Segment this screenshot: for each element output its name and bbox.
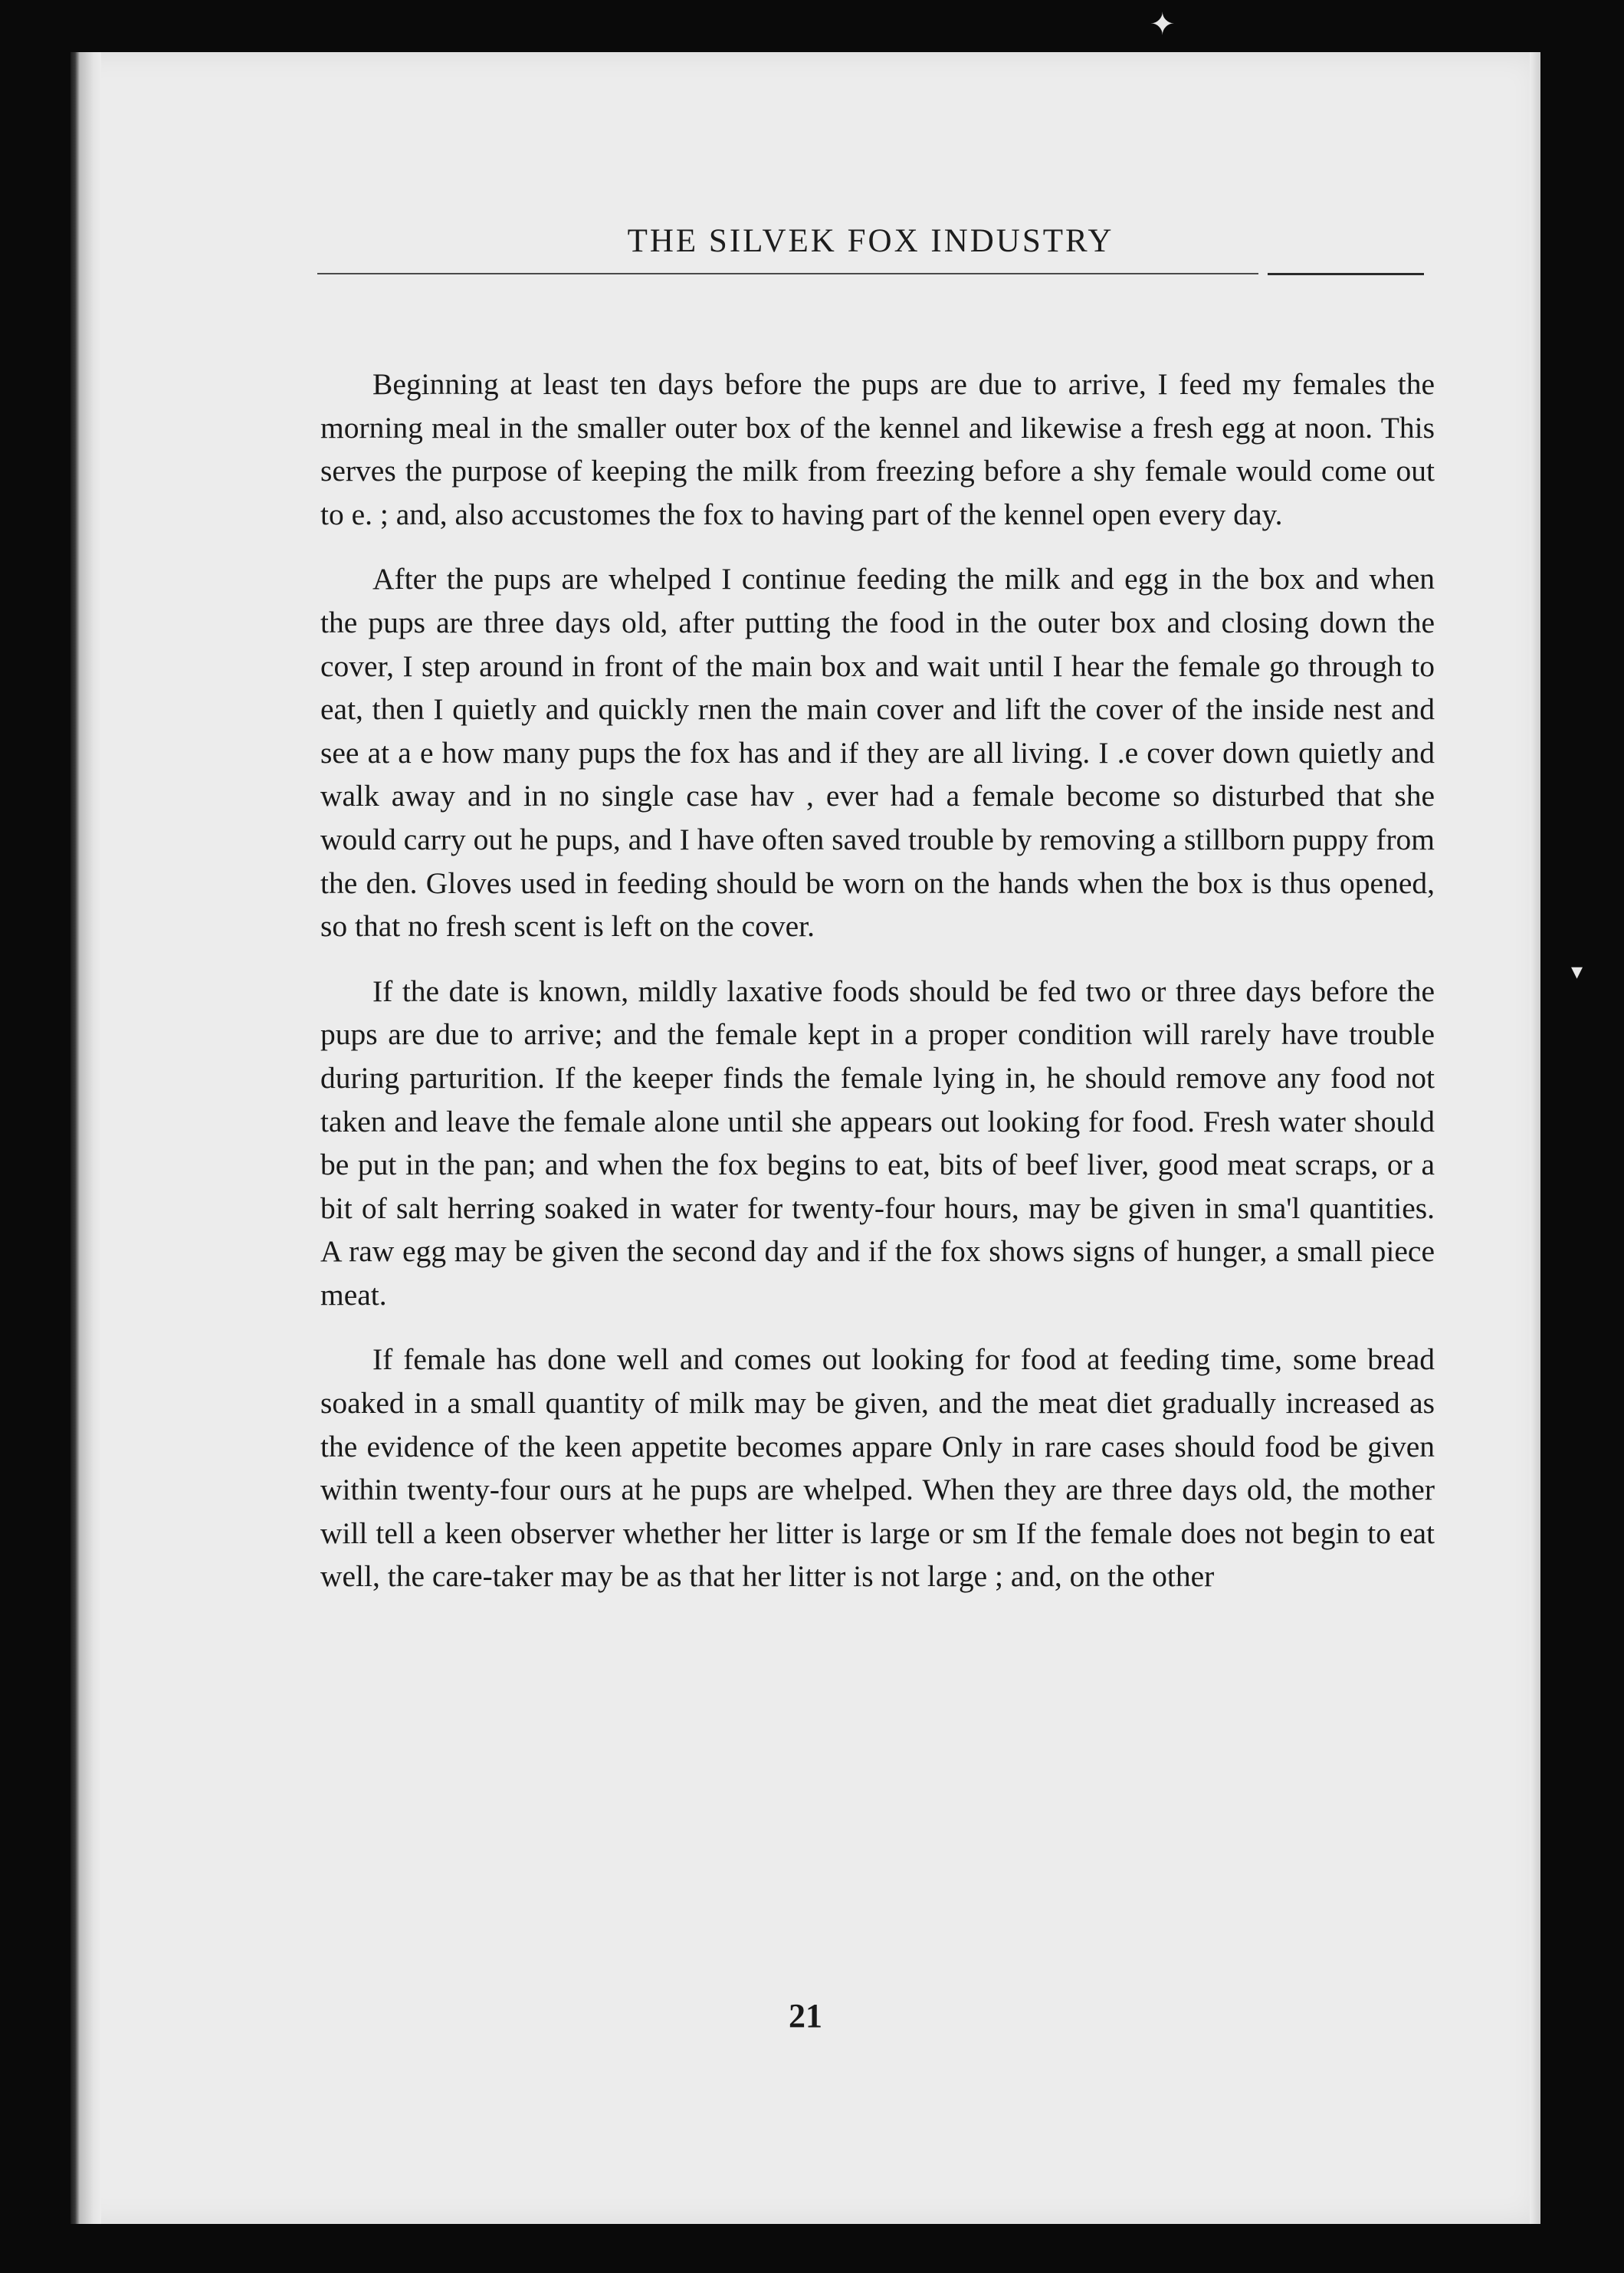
scan-speck-icon: ▾ — [1571, 959, 1583, 984]
paragraph-2: After the pups are whelped I continue feeding the milk and egg in the box and when the pups are three days old, after putting the food in the outer box and closing down the cover, I step around in front of the main box and wait until I hear the female go through to eat, then I quietly and quickly rnen the main cover and lift the cover of the inside nest and see at a e how many pups the fox has and if they are all living. I .e cover down quietly and walk away and in no single case hav , ever had a female become so disturbed that she would carry out he pups, and I have often saved trouble by removing a stillborn puppy from the den. Gloves used in feeding should be worn on the hands when the box is thus opened, so that no fresh scent is left on the cover. — [320, 562, 1435, 944]
paragraph-4: If female has done well and comes out looking for food at feeding time, some bread soaked in a small quantity of milk may be given, and the meat diet gradually increased as the evidence of the keen appetite becomes appare Only in rare cases should food be given within twenty-four ours at he pups are whelped. When they are three days old, the mother will tell a keen observer whether her litter is large or sm If the female does not begin to eat well, the care-taker may be as that her litter is not large ; and, on the other — [320, 1342, 1435, 1594]
paragraph-3: If the date is known, mildly laxative foods should be fed two or three days before the pups are due to arrive; and the female kept in a proper condition will rarely have trouble during parturition. If the keeper finds the female lying in, he should remove any food not taken and leave the female alone until she appears out looking for food. Fresh water should be put in the pan; and when the fox begins to eat, bits of beef liver, good meat scraps, or a bit of salt herring soaked in water for twenty-four hours, may be given in sma'l quantities. A raw egg may be given the second day and if the fox shows signs of hunger, a small piece meat. — [320, 974, 1435, 1312]
page-binding-edge — [71, 52, 101, 2224]
body-text — [320, 363, 1435, 1620]
page-number: 21 — [789, 1997, 822, 2035]
header-rule-right — [1268, 273, 1424, 275]
running-head: THE SILVEK FOX INDUSTRY — [627, 223, 1114, 259]
book-page — [71, 52, 1540, 2224]
page-right-edge — [1530, 52, 1540, 2224]
header-rule-left — [317, 273, 1258, 274]
paragraph-1: Beginning at least ten days before the pups are due to arrive, I feed my females the morning meal in the smaller outer box of the kennel and likewise a fresh egg at noon. This serves the purpose of keeping the milk from freezing before a shy female would come out to e. ; and, also accustomes the fox to having part of the kennel open every day. — [320, 367, 1435, 531]
scan-speck-icon: ✦ — [1150, 7, 1176, 41]
